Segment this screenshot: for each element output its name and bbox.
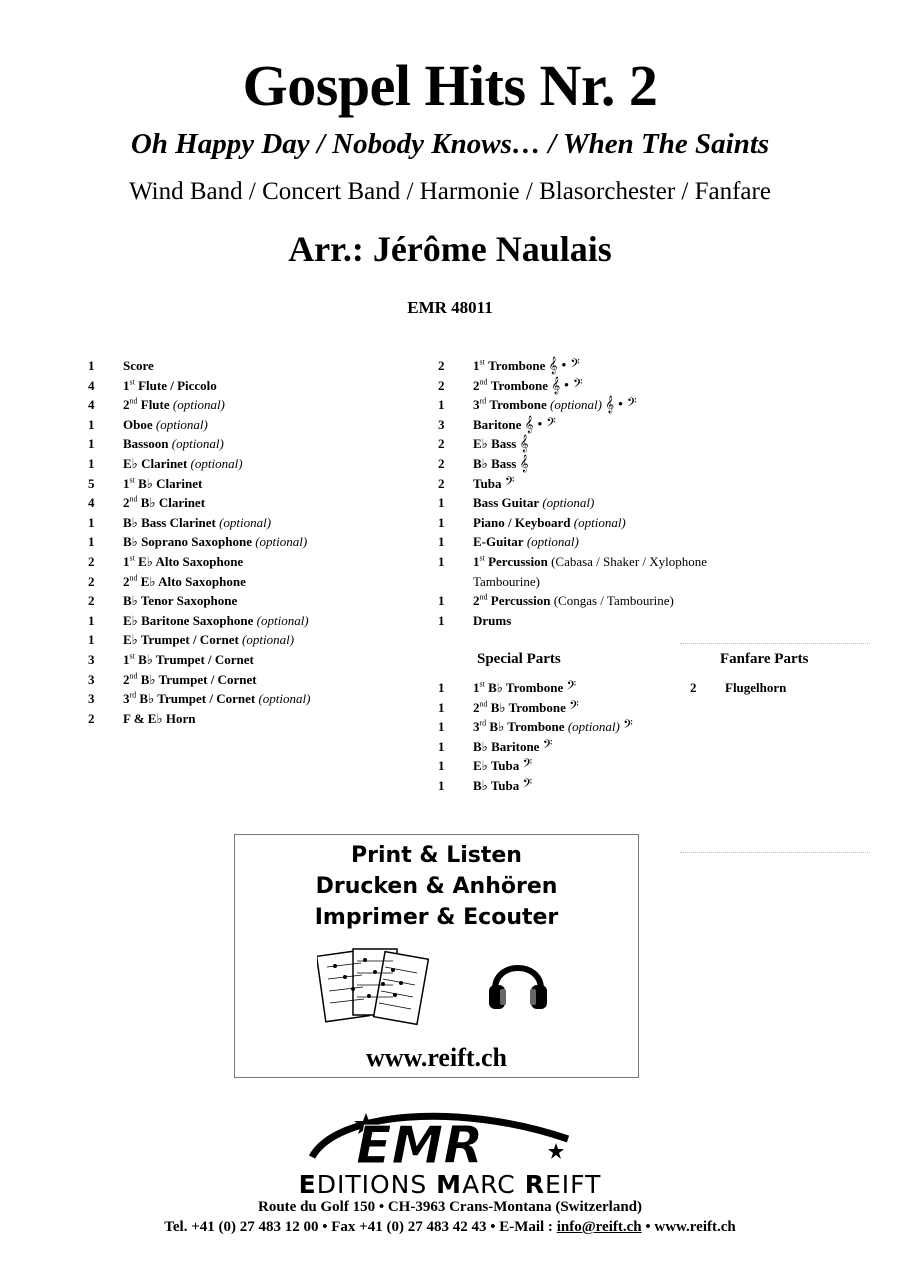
part-note: (optional)	[155, 416, 208, 432]
arranger: Arr.: Jérôme Naulais	[288, 229, 612, 269]
clef-icon: 𝄢	[522, 778, 533, 794]
part-quantity: 3	[88, 691, 95, 707]
part-key: B♭	[140, 671, 159, 687]
part-ordinal: 1	[123, 377, 130, 393]
part-quantity: 1	[88, 456, 95, 471]
fanfare-parts-heading: Fanfare Parts	[720, 651, 809, 667]
part-name	[473, 454, 528, 474]
part-name	[473, 513, 626, 532]
part-quantity: 1	[438, 397, 445, 413]
part-quantity: 5	[88, 475, 95, 491]
part-key: B♭	[473, 738, 492, 754]
part-ordinal-suffix: rd	[479, 718, 487, 728]
part-name	[123, 474, 202, 493]
part-name	[473, 395, 637, 415]
part-quantity: 1	[438, 593, 445, 609]
part-name	[123, 376, 217, 395]
part-instrument: Bass	[491, 436, 517, 452]
part-ordinal-suffix: nd	[479, 592, 488, 602]
part-name	[473, 611, 511, 630]
part-quantity: 1	[88, 612, 95, 628]
part-instrument: Bass Clarinet	[141, 514, 216, 530]
part-ordinal: 1	[473, 554, 480, 569]
part-instrument: Flugelhorn	[725, 680, 787, 695]
part-instrument: Trombone	[488, 358, 546, 373]
clef-icon: 𝄢	[623, 719, 633, 736]
part-instrument: Trumpet / Cornet	[157, 691, 256, 707]
part-name	[473, 698, 579, 718]
part-name	[725, 678, 786, 697]
publisher-contact: Tel. +41 (0) 27 483 12 00 • Fax +41 (0) 27 483 42 43 • E-Mail : info@reift.ch • www.reift.ch	[164, 1219, 736, 1235]
part-instrument: Baritone	[473, 416, 522, 432]
band-types: Wind Band / Concert Band / Harmonie / Blasorchester / Fanfare	[129, 178, 771, 205]
promo-line-drucken: Drucken & Anhören	[315, 874, 558, 899]
clef-icon: 𝄢	[522, 758, 533, 775]
part-quantity: 2	[438, 456, 445, 471]
part-note: (optional)	[172, 397, 225, 413]
part-name	[123, 689, 310, 708]
part-quantity: 2	[88, 573, 95, 589]
part-ordinal-suffix: nd	[479, 699, 488, 709]
part-key: B♭	[140, 495, 159, 511]
part-ordinal: 1	[473, 358, 480, 373]
part-name	[473, 552, 707, 571]
clef-icon: 𝄞 • 𝄢	[605, 397, 637, 414]
part-note: (optional)	[255, 534, 308, 550]
part-ordinal-suffix: st	[129, 377, 135, 387]
part-detail: (Cabasa / Shaker / Xylophone	[551, 554, 708, 569]
part-instrument: Clarinet	[156, 475, 203, 491]
part-quantity: 1	[88, 358, 95, 373]
page-title: Gospel Hits Nr. 2	[242, 53, 658, 118]
part-name	[473, 737, 552, 757]
subtitle: Oh Happy Day / Nobody Knows… / When The Saints	[130, 128, 770, 160]
part-key: E♭	[140, 573, 159, 589]
part-ordinal: 1	[123, 554, 130, 569]
part-key: B♭	[488, 680, 506, 695]
part-name	[473, 493, 594, 512]
part-ordinal: 2	[473, 377, 480, 393]
part-name	[123, 434, 224, 453]
part-key: B♭	[139, 691, 158, 707]
part-quantity: 3	[438, 416, 445, 432]
part-name	[123, 356, 154, 375]
part-ordinal-suffix: st	[479, 679, 485, 689]
part-quantity: 4	[88, 495, 95, 511]
part-instrument: Trombone	[505, 680, 564, 695]
part-instrument: Piano / Keyboard	[473, 514, 571, 530]
part-name	[123, 532, 307, 551]
part-name	[123, 552, 243, 571]
part-instrument: Alto Saxophone	[155, 554, 244, 569]
headphones-icon	[487, 951, 549, 1013]
part-quantity: 1	[88, 514, 95, 530]
part-ordinal-suffix: st	[479, 357, 485, 367]
part-instrument: Tuba	[490, 778, 520, 793]
part-name	[473, 415, 556, 435]
part-key: B♭	[489, 719, 508, 735]
part-quantity: 1	[88, 436, 95, 452]
part-instrument: Baritone	[491, 738, 540, 754]
part-ordinal-suffix: st	[479, 553, 485, 563]
part-quantity: 1	[438, 554, 445, 569]
clef-icon: 𝄞	[519, 456, 529, 472]
part-instrument: Bass	[491, 456, 517, 471]
part-instrument: E-Guitar	[473, 534, 524, 550]
divider	[680, 643, 870, 644]
part-ordinal: 2	[123, 495, 130, 511]
part-instrument: Clarinet	[158, 495, 206, 511]
part-note: (optional)	[219, 514, 272, 530]
part-name	[473, 474, 514, 494]
part-name	[123, 454, 243, 473]
parts-list-right	[438, 356, 858, 646]
part-key: B♭	[473, 778, 491, 793]
part-key: B♭	[490, 699, 509, 715]
part-instrument: Bassoon	[123, 436, 169, 452]
part-instrument: Percussion	[490, 593, 551, 609]
part-quantity: 2	[690, 680, 697, 695]
part-note: (optional)	[573, 514, 626, 530]
part-name	[473, 591, 674, 610]
part-ordinal: 2	[473, 593, 480, 609]
part-quantity: 2	[88, 593, 95, 609]
part-name	[123, 611, 309, 630]
part-quantity: 1	[88, 632, 95, 648]
part-note: (optional)	[526, 534, 579, 550]
part-ordinal: 2	[123, 573, 130, 589]
email-link[interactable]: info@reift.ch	[556, 1219, 642, 1235]
part-name	[123, 513, 271, 532]
part-quantity: 1	[438, 778, 445, 793]
part-instrument: Trombone	[507, 719, 565, 735]
part-instrument: Tuba	[473, 475, 502, 491]
part-quantity: 1	[88, 534, 95, 550]
part-detail: (Congas / Tambourine)	[553, 593, 674, 609]
clef-icon: 𝄞 • 𝄢	[551, 377, 583, 394]
part-name	[473, 434, 528, 454]
part-instrument: F & E♭ Horn	[123, 710, 196, 726]
part-name	[123, 415, 208, 434]
part-quantity: 2	[88, 710, 95, 726]
part-key: E♭	[138, 554, 156, 569]
part-name	[473, 717, 633, 737]
part-note: (optional)	[549, 397, 602, 413]
part-name	[473, 776, 532, 796]
part-instrument: Clarinet	[141, 456, 188, 471]
part-quantity: 1	[438, 738, 445, 754]
part-note: (optional)	[542, 495, 595, 511]
part-note: (optional)	[242, 632, 295, 648]
part-instrument: Bass Guitar	[473, 495, 540, 511]
part-instrument: Flute / Piccolo	[138, 377, 217, 393]
part-quantity: 4	[88, 377, 95, 393]
publisher-name: EDITIONS MARC REIFT	[298, 1170, 602, 1199]
part-quantity: 2	[88, 554, 95, 569]
part-key: B♭	[138, 475, 157, 491]
part-quantity: 1	[438, 699, 445, 715]
divider	[680, 852, 870, 853]
clef-icon: 𝄞 • 𝄢	[524, 416, 556, 433]
clef-icon: 𝄞	[519, 436, 529, 453]
sheet-music-icon	[317, 945, 429, 1030]
part-key: E♭	[473, 758, 491, 774]
special-parts-heading: Special Parts	[477, 651, 561, 667]
clef-icon: 𝄢	[504, 475, 515, 492]
part-detail: Tambourine)	[473, 573, 540, 589]
part-instrument: Soprano Saxophone	[141, 534, 252, 550]
part-ordinal: 3	[123, 691, 130, 707]
fanfare-parts-list	[690, 678, 870, 708]
part-note: (optional)	[190, 456, 243, 471]
part-ordinal: 3	[473, 397, 480, 413]
part-quantity: 1	[88, 416, 95, 432]
part-key: E♭	[123, 612, 142, 628]
part-instrument: Trombone	[490, 377, 549, 393]
part-quantity: 1	[438, 612, 445, 628]
part-ordinal: 1	[123, 652, 130, 667]
part-instrument: Tenor Saxophone	[140, 593, 238, 609]
part-instrument: Flute	[140, 397, 170, 413]
part-ordinal: 3	[473, 719, 480, 735]
part-key: B♭	[123, 593, 141, 609]
part-instrument: Tuba	[490, 758, 520, 774]
print-listen-box[interactable]	[234, 834, 639, 1078]
publisher-address: Route du Golf 150 • CH-3963 Crans-Montana (Switzerland)	[258, 1199, 642, 1215]
part-key: E♭	[123, 456, 142, 471]
part-name	[123, 709, 195, 728]
part-instrument: Drums	[473, 612, 512, 628]
part-ordinal-suffix: nd	[479, 377, 488, 387]
part-ordinal: 2	[123, 671, 130, 687]
promo-url-link[interactable]: www.reift.ch	[365, 1043, 508, 1072]
part-quantity: 1	[438, 719, 445, 735]
part-name	[473, 572, 540, 591]
clef-icon: 𝄢	[542, 738, 553, 755]
part-note: (optional)	[258, 691, 311, 707]
part-quantity: 2	[438, 436, 445, 452]
part-quantity: 4	[88, 397, 95, 413]
special-parts-list	[438, 678, 698, 798]
part-ordinal-suffix: nd	[129, 671, 138, 681]
part-name	[473, 532, 579, 551]
part-instrument: Percussion	[488, 554, 548, 569]
logo-lettering: EMR	[356, 1116, 484, 1176]
part-note: (optional)	[567, 719, 620, 735]
part-ordinal-suffix: nd	[129, 396, 138, 406]
part-instrument: Baritone Saxophone	[141, 612, 254, 628]
part-name	[123, 591, 237, 610]
parts-list-left	[88, 356, 418, 736]
part-quantity: 1	[438, 495, 445, 511]
part-instrument: Trumpet / Cornet	[140, 632, 239, 648]
part-name	[123, 493, 205, 512]
part-name	[473, 756, 532, 776]
part-quantity: 1	[438, 758, 445, 774]
part-key: E♭	[123, 632, 141, 648]
part-name	[473, 678, 576, 698]
part-quantity: 2	[438, 358, 445, 373]
part-key: B♭	[123, 514, 142, 530]
part-ordinal-suffix: rd	[129, 690, 137, 700]
part-name	[473, 376, 583, 396]
promo-line-imprimer: Imprimer & Ecouter	[314, 905, 559, 930]
part-quantity: 2	[438, 377, 445, 393]
clef-icon: 𝄢	[566, 680, 577, 696]
part-ordinal-suffix: st	[129, 651, 135, 661]
part-name	[123, 650, 254, 669]
part-name	[123, 670, 257, 689]
part-name	[123, 395, 225, 414]
part-name	[473, 356, 580, 376]
part-name	[123, 630, 294, 649]
part-ordinal: 1	[473, 680, 480, 695]
part-name	[123, 572, 246, 591]
clef-icon: 𝄢	[569, 699, 579, 716]
part-ordinal-suffix: nd	[129, 494, 138, 504]
part-instrument: Trumpet / Cornet	[158, 671, 257, 687]
part-note: (optional)	[171, 436, 224, 452]
part-quantity: 2	[438, 475, 445, 491]
part-ordinal: 2	[123, 397, 130, 413]
part-instrument: Trumpet / Cornet	[155, 652, 254, 667]
part-instrument: Trombone	[508, 699, 566, 715]
part-quantity: 1	[438, 514, 445, 530]
part-instrument: Score	[123, 358, 154, 373]
part-quantity: 1	[438, 534, 445, 550]
promo-line-print-listen: Print & Listen	[351, 843, 522, 868]
part-instrument: Oboe	[123, 416, 153, 432]
clef-icon: 𝄞 • 𝄢	[548, 358, 580, 374]
part-key: E♭	[473, 436, 492, 452]
part-quantity: 3	[88, 652, 95, 667]
part-key: B♭	[138, 652, 156, 667]
part-key: B♭	[473, 456, 492, 471]
catalog-number: EMR 48011	[407, 298, 493, 317]
part-key: B♭	[123, 534, 142, 550]
part-quantity: 3	[88, 671, 95, 687]
part-note: (optional)	[256, 612, 309, 628]
part-ordinal-suffix: rd	[479, 396, 487, 406]
part-ordinal-suffix: st	[129, 553, 135, 563]
part-ordinal: 1	[123, 475, 130, 491]
part-ordinal: 2	[473, 699, 480, 715]
emr-logo	[306, 1105, 576, 1177]
part-instrument: Alto Saxophone	[158, 573, 246, 589]
part-ordinal-suffix: nd	[129, 573, 138, 583]
part-ordinal-suffix: st	[129, 475, 135, 485]
part-quantity: 1	[438, 680, 445, 695]
part-instrument: Trombone	[489, 397, 547, 413]
